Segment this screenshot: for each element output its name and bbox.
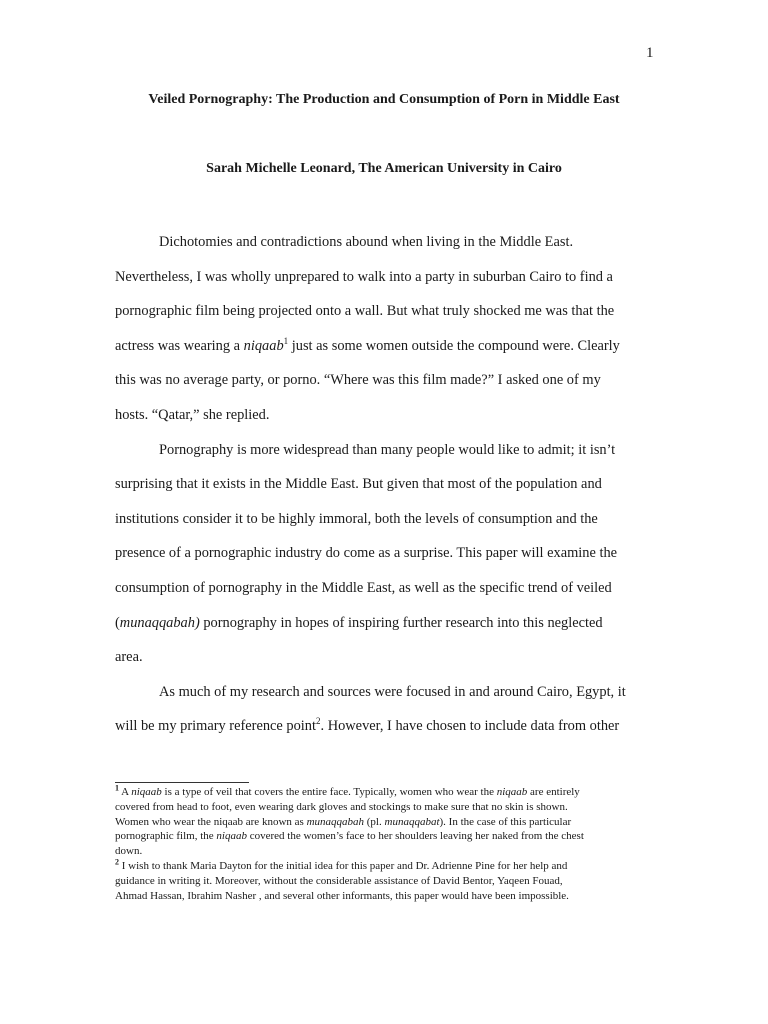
- footnote-text: pornographic film, the: [115, 830, 217, 843]
- italic-term: niqaab: [243, 337, 284, 354]
- footnote-separator: [115, 782, 249, 783]
- footnote-text: are entirely: [527, 786, 580, 798]
- body-text-segment: just as some women outside the compound were. Clearly: [288, 337, 620, 354]
- italic-term: munaqqabat: [384, 815, 440, 828]
- footnote-mark-2: 2: [115, 857, 119, 867]
- body-text-segment: . However, I have chosen to include data from other: [320, 718, 620, 735]
- body-line: Pornography is more widespread than many people would like to admit; it isn’t: [159, 441, 616, 458]
- footnote-text: I wish to thank Maria Dayton for the initial idea for this paper and Dr. Adrienne Pine for her help and: [119, 859, 568, 872]
- author-line: Sarah Michelle Leonard, The American University in Cairo: [206, 161, 562, 176]
- body-line: institutions consider it to be highly immoral, both the levels of consumption and the: [115, 510, 598, 527]
- footnote-text: is a type of veil that covers the entire face. Typically, women who wear the: [161, 786, 497, 798]
- page-number: 1: [646, 45, 654, 61]
- footnote-1-line: [115, 785, 660, 800]
- italic-term: munaqqabah): [119, 614, 200, 631]
- document-title: Veiled Pornography: The Production and Consumption of Porn in Middle East: [148, 92, 620, 107]
- body-text-segment: actress was wearing a: [115, 337, 244, 354]
- body-line: As much of my research and sources were focused in and around Cairo, Egypt, it: [159, 683, 626, 700]
- body-line: hosts. “Qatar,” she replied.: [115, 406, 270, 423]
- footnote-text: Women who wear the niqaab are known as: [115, 815, 307, 828]
- footnote-1-line: covered from head to foot, even wearing dark gloves and stockings to make sure that no skin is shown.: [115, 800, 568, 813]
- footnote-2-line: Ahmad Hassan, Ibrahim Nasher , and several other informants, this paper would have been impossible.: [115, 889, 569, 902]
- footnote-1-line: [115, 815, 660, 830]
- footnotes: [115, 785, 660, 903]
- body-line: area.: [115, 649, 143, 666]
- body-line: [115, 709, 655, 744]
- footnote-1-line: down.: [115, 845, 143, 858]
- italic-term: niqaab: [216, 830, 247, 843]
- footnote-2-line: guidance in writing it. Moreover, without the considerable assistance of David Bentor, Yaqeen Fouad,: [115, 874, 563, 887]
- body-line: consumption of pornography in the Middle East, as well as the specific trend of veiled: [115, 579, 612, 596]
- footnote-1-line: [115, 829, 660, 844]
- footnote-text: ). In the case of this particular: [439, 815, 572, 828]
- footnote-ref-2[interactable]: 2: [316, 716, 321, 727]
- footnote-ref-1[interactable]: 1: [283, 335, 289, 346]
- italic-term: niqaab: [131, 786, 162, 798]
- body-line: presence of a pornographic industry do come as a surprise. This paper will examine the: [115, 545, 618, 562]
- body-line: [115, 606, 655, 641]
- body-line: surprising that it exists in the Middle East. But given that most of the population and: [115, 476, 602, 493]
- body-line: Dichotomies and contradictions abound when living in the Middle East.: [159, 234, 574, 250]
- footnote-mark-1: 1: [115, 783, 119, 793]
- italic-term: niqaab: [496, 786, 528, 798]
- italic-term: munaqqabah: [306, 815, 365, 828]
- body-line: Nevertheless, I was wholly unprepared to walk into a party in suburban Cairo to find a: [115, 268, 613, 285]
- footnote-text: A: [119, 786, 132, 798]
- body-text-segment: will be my primary reference point: [115, 718, 316, 735]
- footnote-2-line: [115, 859, 660, 874]
- footnote-text: covered the women’s face to her shoulders leaving her naked from the chest: [246, 830, 584, 843]
- body-text-segment: (: [115, 614, 120, 631]
- body-line: pornographic film being projected onto a wall. But what truly shocked me was that the: [115, 303, 615, 320]
- body-line: this was no average party, or porno. “Where was this film made?” I asked one of my: [115, 372, 601, 389]
- footnote-text: (pl.: [364, 815, 385, 828]
- body-text: [115, 225, 655, 744]
- body-text-segment: pornography in hopes of inspiring further research into this neglected: [199, 614, 603, 631]
- body-line: [115, 329, 655, 364]
